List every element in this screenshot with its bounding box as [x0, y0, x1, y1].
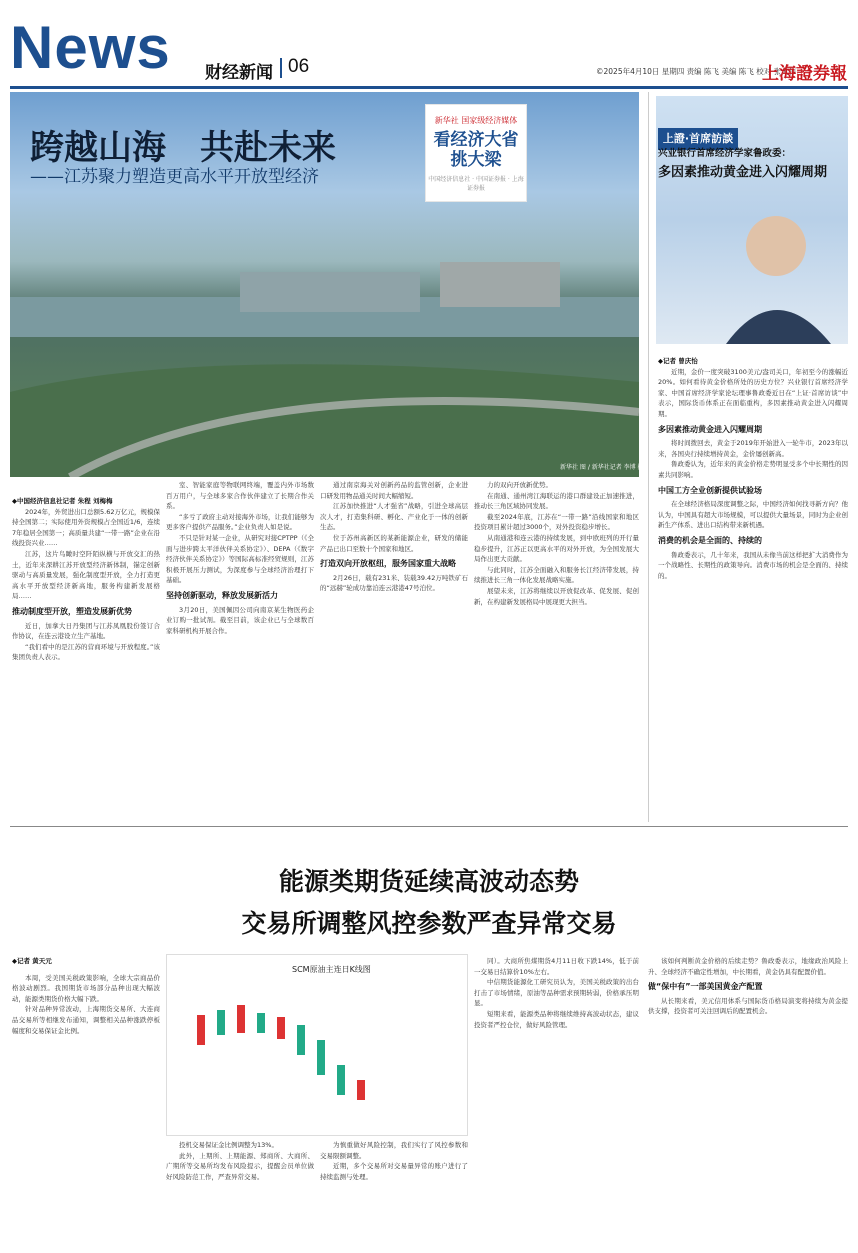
paragraph: 从长期来看，美元信用体系与国际货币格局演变将持续为黄金提供支撑，投资者可关注回调后的配置机会。: [648, 996, 848, 1016]
candle: [297, 1025, 305, 1055]
candle: [357, 1080, 365, 1100]
interview-brand: 上證·首席訪談: [658, 128, 738, 150]
section-heading: 做“保中有”一部美国黄金产配置: [648, 982, 763, 992]
paragraph: 与此同时，江苏全面融入和服务长江经济带发展，持续推进长三角一体化发展战略实施。: [474, 565, 639, 585]
candles: [197, 1005, 365, 1100]
kline-chart: [166, 954, 468, 1136]
section-heading: 打造双向开放枢纽，服务国家重大战略: [320, 559, 456, 569]
newspaper-logo: 上海證券報: [762, 64, 847, 84]
paragraph: 从南通港和连云港的持续发展，到中欧班列的开行量稳步提升，江苏正以更高水平的对外开放，为全国发展大局作出更大贡献。: [474, 533, 639, 564]
lead-column-3: [320, 480, 468, 816]
lead-subhead: ——江苏聚力塑造更高水平开放型经济: [30, 167, 319, 187]
chart-title: SCM原油主连日K线图: [292, 965, 371, 974]
second-column-1: [12, 956, 160, 1248]
paragraph: 江苏加快推进“人才强省”战略，引进全球高层次人才，打造集科研、孵化、产业化于一体的创新生态。: [320, 502, 468, 532]
paragraph: 中信期货能源化工研究员认为，美国关税政策的出台打击了市场情绪，原油等品种需求预期转弱，价格承压明显。: [474, 978, 639, 1008]
paragraph: “多亏了政府主动对接海外市场，让我们能够为更多客户提供产品服务。”企业负责人如是说。: [166, 512, 314, 532]
section-heading: 消费的机会是全面的、持续的: [658, 535, 762, 545]
column-divider: [648, 92, 649, 822]
paragraph: 鲁政委认为，近年来的黄金价格走势明显受多个中长期性的因素共同影响。: [658, 460, 848, 479]
badge-main-text: 看经济大省 挑大梁: [433, 130, 519, 170]
paragraph: 通过南京海关对创新药品的监管创新，企业进口研发用物品通关时间大幅缩短。: [320, 481, 468, 500]
candle: [317, 1040, 325, 1075]
paragraph: 不只是针对某一企业，从研究对接CPTPP（《全面与进步跨太平洋伙伴关系协定》）、DEPA（《数字经济伙伴关系协定》）等国际高标准经贸规则，江苏积极开展压力测试，为深度参与全球经济治理打下基础。: [166, 533, 314, 585]
paragraph: 近期，多个交易所对交易量异常的账户进行了持续监测与处理。: [320, 1162, 468, 1181]
section-title: 财经新闻: [205, 63, 273, 83]
paragraph: 鲁政委表示，几十年来，我国从未像当前这样把扩大消费作为一个战略性、长期性的政策导向。消费市场的机会是全面的、持续的。: [658, 550, 848, 580]
paragraph: 2024年，外贸进出口总额5.62万亿元，规模保持全国第二；实际使用外资规模占全国近1/6，连续7年稳居全国第一；高质量共建“一带一路”企业在沿线投资兴业……: [12, 507, 160, 548]
paragraph: 室、智能家庭等物联网终端，覆盖内外市场数百万用户，与全球多家合作伙伴建立了长期合作关系。: [166, 481, 314, 511]
second-headline-2: 交易所调整风控参数严查异常交易: [241, 909, 617, 938]
paragraph: 位于苏州高新区的某新能源企业，研发的储能产品已出口至数十个国家和地区。: [320, 533, 468, 553]
paragraph: 近日，加拿大日丹集团与江苏凤凰股份签订合作协议，在连云港设立生产基地。: [12, 621, 160, 641]
candle: [217, 1010, 225, 1035]
interview-column: [658, 356, 848, 822]
paragraph: 此外，上期所、上期能源、郑商所、大商所、广期所等交易所均发布风险提示，提醒会员单位做好风险防范工作，严查异常交易。: [166, 1151, 314, 1181]
story-divider: [10, 826, 848, 827]
suit: [726, 310, 831, 344]
candle: [197, 1015, 205, 1045]
paragraph: “我们看中的是江苏的营商环境与开放程度。”该集团负责人表示。: [12, 642, 160, 662]
lead-byline: ◆中国经济信息社记者 朱程 刘梅梅: [12, 497, 113, 505]
section-heading: 多因素推动黄金进入闪耀周期: [658, 424, 762, 434]
interview-column-continued: [648, 956, 848, 1248]
paragraph: 为慎重做好风险控制，我们实行了风控参数和交易限额调整。: [320, 1141, 468, 1160]
second-column-2: [166, 1140, 314, 1248]
second-byline: ◆记者 黄天元: [12, 957, 52, 965]
paragraph: 本周，受美国关税政策影响，全球大宗商品价格波动剧烈。我国期货市场部分品种出现大幅波动，能源类期货价格大幅下跌。: [12, 973, 160, 1003]
paragraph: 力的双向开放新优势。: [487, 481, 552, 489]
news-logo-word: News: [10, 14, 171, 81]
container-terminal: [240, 272, 420, 312]
section-divider: [280, 58, 282, 78]
interview-title: 多因素推动黄金进入闪耀周期: [658, 165, 828, 180]
paragraph: 在全球经济格局深度调整之际，中国经济如何找寻新方向？他认为，中国具有超大市场规模，可以提供大量场景，同时为企业创新生产体系、进出口结构带来新机遇。: [658, 500, 848, 530]
candle: [277, 1017, 285, 1039]
factory-buildings: [440, 262, 560, 307]
paragraph: 同）。大商所焦煤期货4月11日收下跌14%，低于前一交易日结算价10%左右。: [474, 957, 639, 976]
campaign-badge: [425, 104, 527, 202]
paragraph: 展望未来，江苏将继续以开放促改革、促发展、促创新，在构建新发展格局中展现更大担当。: [474, 586, 639, 606]
paragraph: 短期来看，能源类品种将继续维持高波动状态，建议投资者严控仓位，做好风险管理。: [474, 1009, 639, 1029]
paragraph: 近期，金价一度突破3100美元/盎司关口，年初至今的涨幅近20%。如何看待黄金价格所处的历史方位？兴业银行首席经济学家、中国首席经济学家论坛理事鲁政委近日在“上证·首席访谈”中表示，国际货币体系正在面临重构，多因素推动黄金进入闪耀周期。: [658, 367, 848, 418]
paragraph: 截至2024年底，江苏在“一带一路”沿线国家和地区投资项目累计超过3000个，对外投资稳步增长。: [474, 512, 639, 532]
interview-byline: ◆记者 曾庆怡: [658, 357, 698, 365]
interview-intro: 兴业银行首席经济学家鲁政委：: [658, 148, 792, 159]
second-headline-1: 能源类期货延续高波动态势: [278, 867, 579, 896]
badge-top-text: 新华社 国家级经济媒体: [434, 116, 518, 125]
paragraph: 将时间拨回去，黄金于2019年开始进入一轮牛市，2023年以来，各国央行持续增持黄金，金价屡创新高。: [658, 439, 848, 458]
paragraph: 投机交易保证金比例调整为13%。: [179, 1141, 278, 1149]
face: [746, 216, 806, 276]
paragraph: 2月26日，载有231米、装载39.42万吨铁矿石的“远赫”轮成功靠泊连云港港47号泊位。: [320, 573, 468, 593]
candle: [257, 1013, 265, 1033]
page-number: 06: [288, 56, 310, 77]
section-heading: 坚持创新驱动，释放发展新活力: [166, 590, 278, 600]
paragraph: 江苏，这片鸟瞰时空阡陌纵横与开放交汇的热土，近年来深耕江苏开放型经济新体制，锚定创新驱动与高质量发展，强化制度型开放，全力打造更高水平开放型经济新高地，服务构建新发展格局……: [12, 549, 160, 601]
photo-credit: 新华社 图 / 新华社记者 李博 摄: [560, 464, 644, 471]
candlestick-illustration: [167, 955, 467, 1135]
lead-headline: 跨越山海 共赴未来: [30, 128, 336, 168]
candle: [237, 1005, 245, 1033]
paragraph: 在南通、通州湾江海联运的港口群建设正加速推进，推动长三角区域协同发展。: [474, 491, 639, 511]
second-column-3: [320, 1140, 468, 1248]
second-column-4: [474, 956, 639, 1248]
paragraph: 3月20日，美国佩因公司向南京某生物医药企业订购一批试剂。截至目前，该企业已与全球数百家科研机构开展合作。: [166, 605, 314, 635]
paragraph: 针对品种异常波动，上海期货交易所、大连商品交易所等相继发布通知，调整相关品种涨跌停板幅度和交易保证金比例。: [12, 1005, 160, 1035]
lead-column-4: [474, 480, 639, 816]
section-heading: 中国工方全业创新提供试验场: [658, 485, 762, 495]
candle: [337, 1065, 345, 1095]
section-heading: 推动制度型开放，塑造发展新优势: [12, 606, 132, 616]
lead-column-1: [12, 496, 160, 816]
paragraph: 该如何判断黄金价格的后续走势？鲁政委表示，地缘政治风险上升、全球经济不确定性增加，中长期看，黄金仍具有配置价值。: [648, 957, 848, 976]
date-editor-info: ©2025年4月10日 星期四 责编 陈飞 美编 陈飞 校对 张大伟: [596, 67, 797, 76]
header-rule: [10, 86, 848, 89]
lead-column-2: [166, 480, 314, 816]
badge-bottom-text: 中国经济信息社 · 中国证券报 · 上海证券报: [428, 176, 524, 192]
